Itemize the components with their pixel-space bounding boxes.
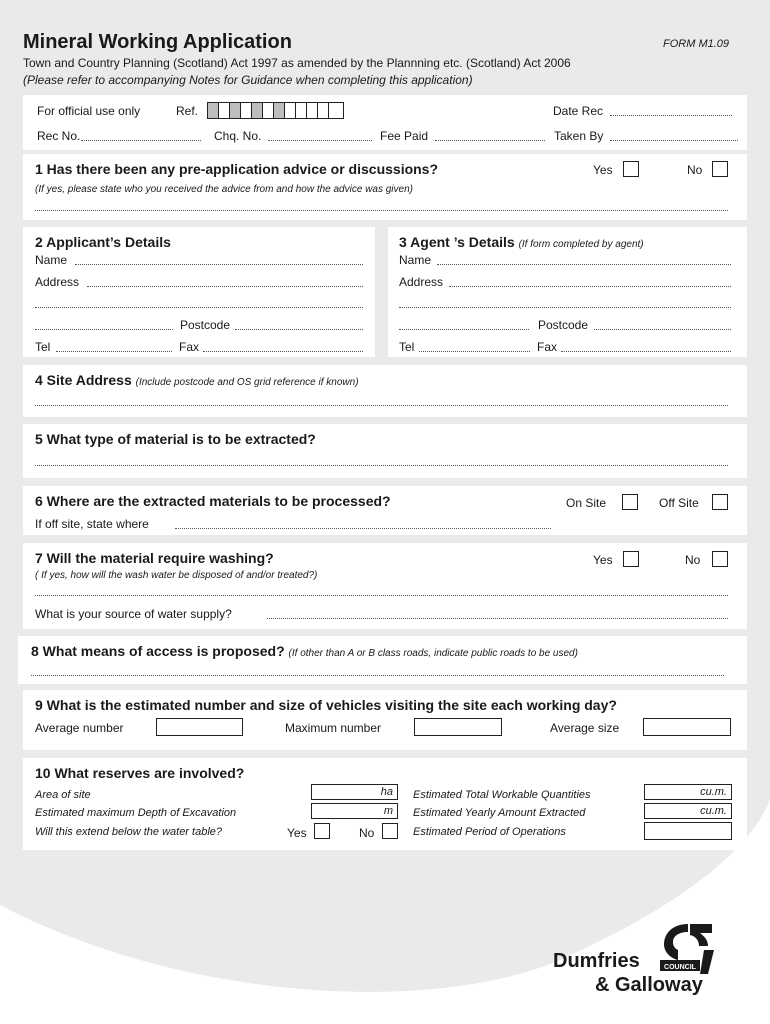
q10-yes-label: Yes [287, 826, 307, 840]
section-2-panel [23, 227, 375, 357]
ref-label: Ref. [176, 104, 199, 118]
water-source-label: What is your source of water supply? [35, 607, 232, 621]
section-3-hint: (If form completed by agent) [518, 239, 644, 250]
applicant-address-line-3[interactable] [35, 329, 173, 330]
section-6-title: 6 Where are the extracted materials to be processed? [35, 493, 391, 509]
applicant-name-field[interactable] [75, 264, 363, 265]
section-3-title-text: 3 Agent ’s Details [399, 234, 515, 250]
section-9-panel [23, 690, 747, 750]
taken-by-label: Taken By [554, 129, 604, 143]
logo-line-1: Dumfries [553, 950, 640, 972]
legislation-subtitle: Town and Country Planning (Scotland) Act 1997 as amended by the Plannning etc. (Scotland) Act 2006 [23, 56, 571, 70]
agent-fax-label: Fax [537, 340, 558, 354]
section-9-title: 9 What is the estimated number and size of vehicles visiting the site each working day? [35, 697, 617, 713]
agent-address-label: Address [399, 275, 444, 289]
applicant-tel-field[interactable] [56, 351, 172, 352]
section-3-panel [388, 227, 747, 357]
applicant-address-line-2[interactable] [35, 307, 363, 308]
agent-tel-field[interactable] [419, 351, 530, 352]
section-1-title: 1 Has there been any pre-application advice or discussions? [35, 161, 439, 177]
ref-number-boxes[interactable] [207, 102, 344, 119]
q1-yes-checkbox[interactable] [623, 161, 639, 177]
off-site-location-field[interactable] [175, 528, 551, 529]
agent-address-line-2[interactable] [399, 307, 731, 308]
q1-no-checkbox[interactable] [712, 161, 728, 177]
rec-no-field[interactable] [81, 140, 201, 141]
page-title: Mineral Working Application [23, 31, 292, 53]
council-badge-text: COUNCIL [664, 964, 696, 971]
section-4-panel [23, 365, 747, 417]
water-table-no-checkbox[interactable] [382, 823, 398, 839]
logo-line-2: & Galloway [595, 974, 703, 996]
official-use-label: For official use only [37, 104, 141, 118]
total-workable-input[interactable] [644, 784, 732, 800]
section-4-hint: (Include postcode and OS grid reference if known) [135, 377, 359, 388]
section-7-hint: ( If yes, how will the wash water be disposed of and/or treated?) [35, 570, 318, 581]
water-table-label: Will this extend below the water table? [35, 826, 222, 838]
section-3-title [399, 234, 644, 253]
applicant-address-label: Address [35, 275, 80, 289]
section-5-panel [23, 424, 747, 478]
applicant-tel-label: Tel [35, 340, 51, 354]
agent-fax-field[interactable] [561, 351, 731, 352]
taken-by-field[interactable] [610, 140, 738, 141]
depth-unit: m [383, 805, 393, 817]
chq-no-field[interactable] [268, 140, 372, 141]
wash-water-disposal-field[interactable] [35, 595, 728, 596]
section-1-hint: (If yes, please state who you received the advice from and how the advice was given) [35, 184, 413, 195]
section-2-title: 2 Applicant’s Details [35, 234, 171, 250]
section-8-title-text: 8 What means of access is proposed? [31, 643, 285, 659]
form-code: FORM M1.09 [663, 38, 730, 50]
chq-no-label: Chq. No. [214, 129, 262, 143]
agent-tel-label: Tel [399, 340, 415, 354]
rec-no-label: Rec No. [37, 129, 81, 143]
applicant-fax-label: Fax [179, 340, 200, 354]
area-of-site-label: Area of site [35, 789, 91, 801]
q1-no-label: No [687, 163, 703, 177]
section-10-panel [23, 758, 747, 850]
section-4-title [35, 372, 359, 391]
q1-yes-label: Yes [593, 163, 613, 177]
q7-yes-label: Yes [593, 553, 613, 567]
section-1-panel [23, 154, 747, 220]
agent-postcode-field[interactable] [594, 329, 731, 330]
period-input[interactable] [644, 822, 732, 840]
section-8-hint: (If other than A or B class roads, indicate public roads to be used) [288, 648, 578, 659]
maximum-number-label: Maximum number [285, 721, 382, 735]
agent-address-line-3[interactable] [399, 329, 529, 330]
fee-paid-label: Fee Paid [380, 129, 429, 143]
average-size-label: Average size [550, 721, 620, 735]
section-7-panel [23, 543, 747, 629]
maximum-number-input[interactable] [414, 718, 502, 736]
applicant-postcode-field[interactable] [235, 329, 363, 330]
max-depth-input[interactable] [311, 803, 398, 819]
on-site-label: On Site [566, 496, 607, 510]
yearly-amount-label: Estimated Yearly Amount Extracted [413, 807, 586, 819]
site-address-field[interactable] [35, 405, 728, 406]
yearly-amount-input[interactable] [644, 803, 732, 819]
agent-address-field[interactable] [449, 286, 731, 287]
q7-no-label: No [685, 553, 701, 567]
yearly-unit: cu.m. [700, 805, 727, 817]
council-logo [548, 920, 718, 1000]
official-use-panel [23, 95, 747, 150]
fee-paid-field[interactable] [435, 140, 545, 141]
applicant-postcode-label: Postcode [180, 318, 231, 332]
q7-yes-checkbox[interactable] [623, 551, 639, 567]
total-unit: cu.m. [700, 786, 727, 798]
q7-no-checkbox[interactable] [712, 551, 728, 567]
agent-postcode-label: Postcode [538, 318, 589, 332]
section-8-title [31, 643, 578, 662]
on-site-checkbox[interactable] [622, 494, 638, 510]
applicant-fax-field[interactable] [203, 351, 363, 352]
period-label: Estimated Period of Operations [413, 826, 566, 838]
applicant-address-field[interactable] [87, 286, 363, 287]
section-5-title: 5 What type of material is to be extracted? [35, 431, 316, 447]
section-6-panel [23, 486, 747, 535]
water-source-field[interactable] [267, 618, 728, 619]
area-unit: ha [380, 786, 393, 798]
q1-answer-field[interactable] [35, 210, 728, 211]
agent-name-field[interactable] [437, 264, 731, 265]
total-workable-label: Estimated Total Workable Quantities [413, 789, 591, 801]
access-field[interactable] [31, 675, 724, 676]
max-depth-label: Estimated maximum Depth of Excavation [35, 807, 237, 819]
material-type-field[interactable] [35, 465, 728, 466]
guidance-note: (Please refer to accompanying Notes for Guidance when completing this application) [23, 73, 473, 87]
date-rec-label: Date Rec [553, 104, 604, 118]
section-7-title: 7 Will the material require washing? [35, 550, 274, 566]
average-number-label: Average number [35, 721, 124, 735]
water-table-yes-checkbox[interactable] [314, 823, 330, 839]
q10-no-label: No [359, 826, 375, 840]
off-site-label: Off Site [659, 496, 699, 510]
council-logo-mark [658, 920, 718, 976]
section-8-panel [18, 636, 747, 684]
applicant-name-label: Name [35, 253, 68, 267]
off-site-checkbox[interactable] [712, 494, 728, 510]
agent-name-label: Name [399, 253, 432, 267]
off-site-prompt: If off site, state where [35, 517, 149, 531]
average-number-input[interactable] [156, 718, 243, 736]
section-10-title: 10 What reserves are involved? [35, 765, 245, 781]
average-size-input[interactable] [643, 718, 731, 736]
area-of-site-input[interactable] [311, 784, 398, 800]
date-rec-field[interactable] [610, 115, 732, 116]
section-4-title-text: 4 Site Address [35, 372, 132, 388]
